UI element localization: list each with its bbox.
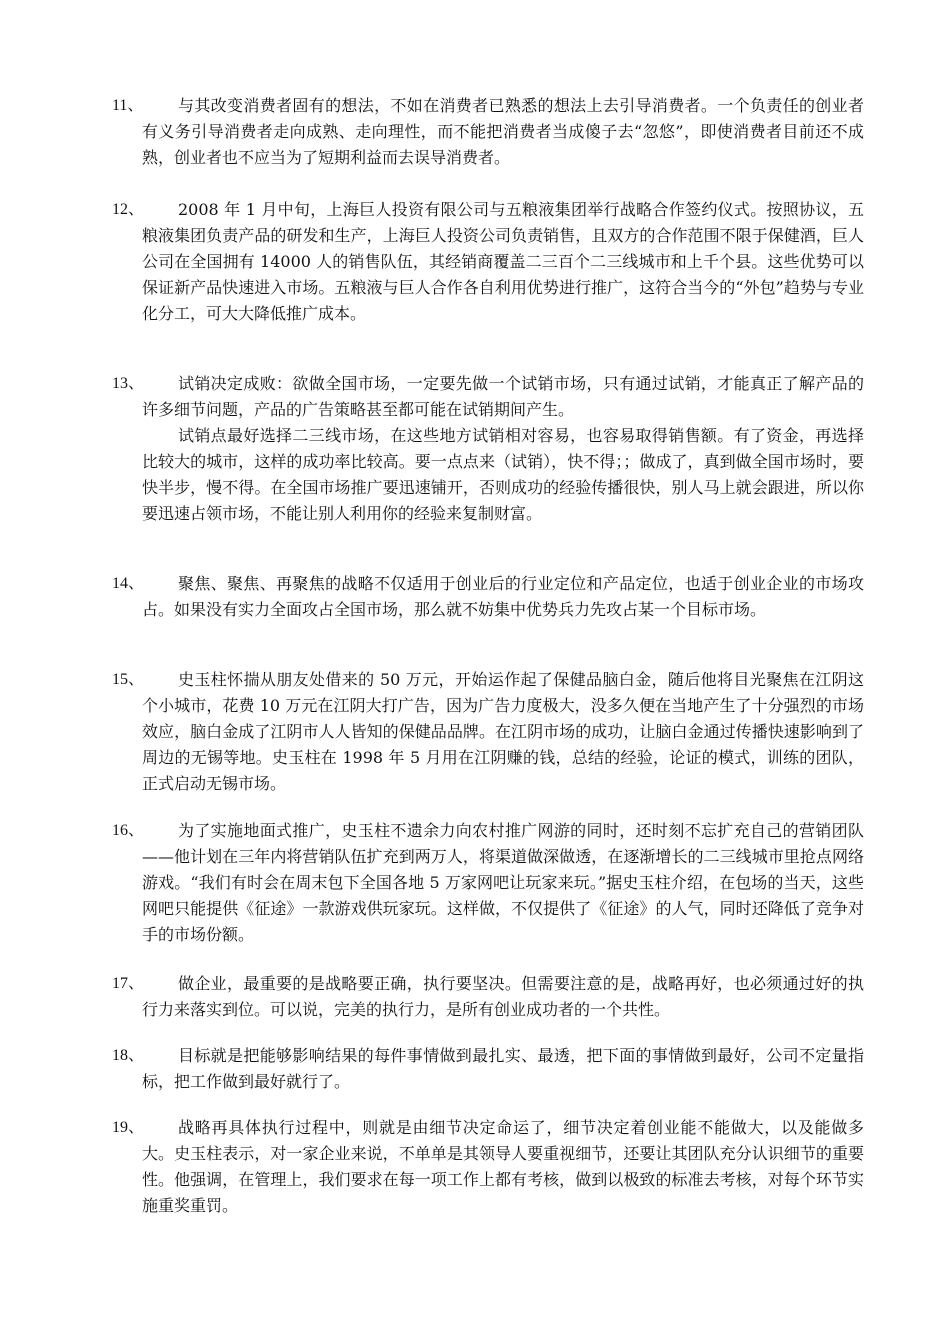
item-body bbox=[142, 93, 864, 171]
list-item-13 bbox=[112, 371, 864, 527]
paragraph: 目标就是把能够影响结果的每件事情做到最扎实、最透，把下面的事情做到最好，公司不定量指标，把工作做到最好就行了。 bbox=[142, 1046, 864, 1091]
list-item-16 bbox=[112, 818, 864, 948]
paragraph: 做企业，最重要的是战略要正确，执行要坚决。但需要注意的是，战略再好，也必须通过好的执行力来落实到位。可以说，完美的执行力，是所有创业成功者的一个共性。 bbox=[142, 974, 864, 1019]
paragraph: 与其改变消费者固有的想法，不如在消费者已熟悉的想法上去引导消费者。一个负责任的创业者有义务引导消费者走向成熟、走向理性，而不能把消费者当成傻子去“忽悠”，即使消费者目前还不成熟，创业者也不应当为了短期利益而去误导消费者。 bbox=[142, 96, 864, 167]
paragraph: 聚焦、聚焦、再聚焦的战略不仅适用于创业后的行业定位和产品定位，也适于创业企业的市场攻占。如果没有实力全面攻占全国市场，那么就不妨集中优势兵力先攻占某一个目标市场。 bbox=[142, 574, 864, 619]
paragraph: 试销决定成败：欲做全国市场，一定要先做一个试销市场，只有通过试销，才能真正了解产品的许多细节问题，产品的广告策略甚至都可能在试销期间产生。 bbox=[142, 374, 864, 419]
list-item-18 bbox=[112, 1043, 864, 1095]
list-item-14 bbox=[112, 571, 864, 623]
item-number: 16、 bbox=[112, 822, 145, 839]
item-body bbox=[142, 667, 864, 797]
list-item-19 bbox=[112, 1115, 864, 1219]
item-number: 15、 bbox=[112, 671, 145, 688]
paragraph: 为了实施地面式推广，史玉柱不遗余力向农村推广网游的同时，还时刻不忘扩充自己的营销团队——他计划在三年内将营销队伍扩充到两万人，将渠道做深做透，在逐渐增长的二三线城市里抢点网络游戏。“我们有时会在周末包下全国各地 5 万家网吧让玩家来玩。”据史玉柱介绍，在包场的当天，这些网吧只能提供《征途》一款游戏供玩家玩。这样做，不仅提供了《征途》的人气，同时还降低了竞争对手的市场份额。 bbox=[142, 821, 864, 944]
item-number: 18、 bbox=[112, 1047, 145, 1064]
item-number: 11、 bbox=[112, 97, 144, 114]
list-item-12 bbox=[112, 197, 864, 327]
item-body bbox=[142, 197, 864, 327]
paragraph: 2008 年 1 月中旬，上海巨人投资有限公司与五粮液集团举行战略合作签约仪式。按照协议，五粮液集团负责产品的研发和生产，上海巨人投资公司负责销售，且双方的合作范围不限于保健酒，巨人公司在全国拥有 14000 人的销售队伍，其经销商覆盖二三百个二三线城市和上千个县。这些优势可以保证新产品快速进入市场。五粮液与巨人合作各自利用优势进行推广，这符合当今的“外包”趋势与专业化分工，可大大降低推广成本。 bbox=[142, 200, 864, 323]
list-item-15 bbox=[112, 667, 864, 797]
item-number: 17、 bbox=[112, 975, 145, 992]
item-number: 13、 bbox=[112, 375, 145, 392]
item-body bbox=[142, 371, 864, 527]
item-number: 19、 bbox=[112, 1119, 145, 1136]
item-number: 14、 bbox=[112, 575, 145, 592]
paragraph: 试销点最好选择二三线市场，在这些地方试销相对容易，也容易取得销售额。有了资金，再选择比较大的城市，这样的成功率比较高。要一点点来（试销），快不得；；做成了，真到做全国市场时，要快半步，慢不得。在全国市场推广要迅速铺开，否则成功的经验传播很快，别人马上就会跟进，所以你要迅速占领市场，不能让别人利用你的经验来复制财富。 bbox=[142, 426, 864, 523]
item-body bbox=[142, 571, 864, 623]
paragraph: 战略再具体执行过程中，则就是由细节决定命运了，细节决定着创业能不能做大，以及能做多大。史玉柱表示，对一家企业来说，不单单是其领导人要重视细节，还要让其团队充分认识细节的重要性。他强调，在管理上，我们要求在每一项工作上都有考核，做到以极致的标准去考核，对每个环节实施重奖重罚。 bbox=[142, 1118, 864, 1215]
item-body bbox=[142, 1043, 864, 1095]
item-body bbox=[142, 818, 864, 948]
list-item-11 bbox=[112, 93, 864, 171]
list-item-17 bbox=[112, 971, 864, 1023]
item-number: 12、 bbox=[112, 201, 145, 218]
paragraph: 史玉柱怀揣从朋友处借来的 50 万元，开始运作起了保健品脑白金，随后他将目光聚焦在江阴这个小城市，花费 10 万元在江阴大打广告，因为广告力度极大，没多久便在当地产生了十分强烈的市场效应，脑白金成了江阴市人人皆知的保健品品牌。在江阴市场的成功，让脑白金通过传播快速影响到了周边的无锡等地。史玉柱在 1998 年 5 月用在江阴赚的钱，总结的经验，论证的模式，训练的团队，正式启动无锡市场。 bbox=[142, 670, 864, 793]
item-body bbox=[142, 971, 864, 1023]
item-body bbox=[142, 1115, 864, 1219]
